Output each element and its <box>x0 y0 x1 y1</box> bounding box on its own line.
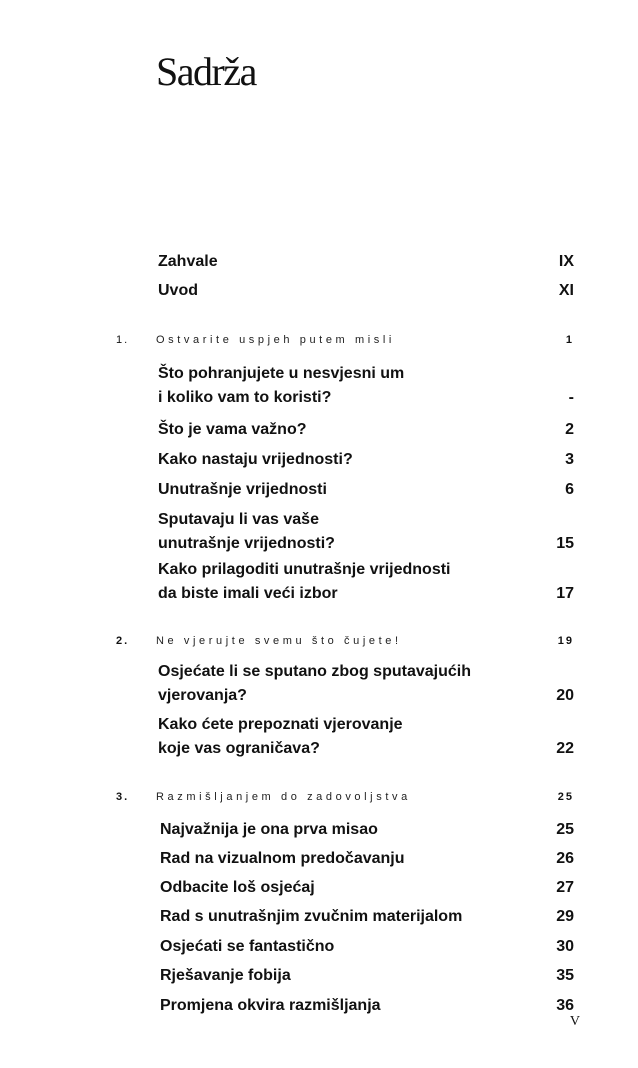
toc-entry-page: 36 <box>556 997 574 1014</box>
toc-entry-label: Promjena okvira razmišljanja <box>160 997 381 1014</box>
chapter-title: Ostvarite uspjeh putem misli <box>156 334 395 346</box>
toc-entry-label: Sputavaju li vas vaše unutrašnje vrijednosti? <box>158 511 335 552</box>
toc-entry-label: Rješavanje fobija <box>160 967 291 984</box>
toc-entry-page: IX <box>558 253 574 270</box>
chapter-title: Ne vjerujte svemu što čujete! <box>156 635 402 647</box>
page-title: Sadrža <box>156 49 256 94</box>
toc-entry-page: 6 <box>565 481 574 498</box>
toc-entry-page: 35 <box>556 967 574 984</box>
toc-entry-label: Najvažnija je ona prva misao <box>160 821 378 838</box>
chapter-number: 3. <box>116 791 130 803</box>
toc-entry-label: Kako ćete prepoznati vjerovanje koje vas ograničava? <box>158 716 403 757</box>
chapter-title: Razmišljanjem do zadovoljstva <box>156 791 411 803</box>
toc-entry-page: 30 <box>556 938 574 955</box>
toc-entry-label: Rad s unutrašnjim zvučnim materijalom <box>160 908 463 925</box>
toc-entry-label: Kako nastaju vrijednosti? <box>158 451 353 468</box>
toc-entry-page: 27 <box>556 879 574 896</box>
toc-entry-label: Rad na vizualnom predočavanju <box>160 850 405 867</box>
toc-entry-label: Zahvale <box>158 253 218 270</box>
toc-entry-page: 20 <box>556 687 574 704</box>
toc-entry-label: Što pohranjujete u nesvjesni um i koliko vam to koristi? <box>158 365 405 406</box>
toc-entry-page: 17 <box>556 585 574 602</box>
chapter-number: 2. <box>116 635 130 647</box>
chapter-page: 25 <box>557 791 574 803</box>
toc-entry-page: - <box>568 389 574 406</box>
toc-entry-label: Što je vama važno? <box>158 421 307 438</box>
chapter-page: 1 <box>565 334 574 346</box>
chapter-number: 1. <box>116 334 130 346</box>
toc-entry-page: XI <box>558 282 574 299</box>
toc-entry-page: 2 <box>565 421 574 438</box>
toc-entry-label: Osjećati se fantastično <box>160 938 335 955</box>
toc-entry-label: Odbacite loš osjećaj <box>160 879 315 896</box>
toc-entry-page: 26 <box>556 850 574 867</box>
toc-entry-label: Uvod <box>158 282 198 299</box>
toc-entry-label: Unutrašnje vrijednosti <box>158 481 327 498</box>
chapter-page: 19 <box>557 635 574 647</box>
toc-entry-page: 3 <box>565 451 574 468</box>
toc-entry-page: 22 <box>556 740 574 757</box>
toc-entry-page: 25 <box>556 821 574 838</box>
toc-entry-label: Osjećate li se sputano zbog sputavajućih vjerovanja? <box>158 663 471 704</box>
page-number: V <box>569 1014 580 1029</box>
toc-entry-label: Kako prilagoditi unutrašnje vrijednosti da biste imali veći izbor <box>158 561 451 602</box>
toc-entry-page: 15 <box>556 535 574 552</box>
toc-entry-page: 29 <box>556 908 574 925</box>
